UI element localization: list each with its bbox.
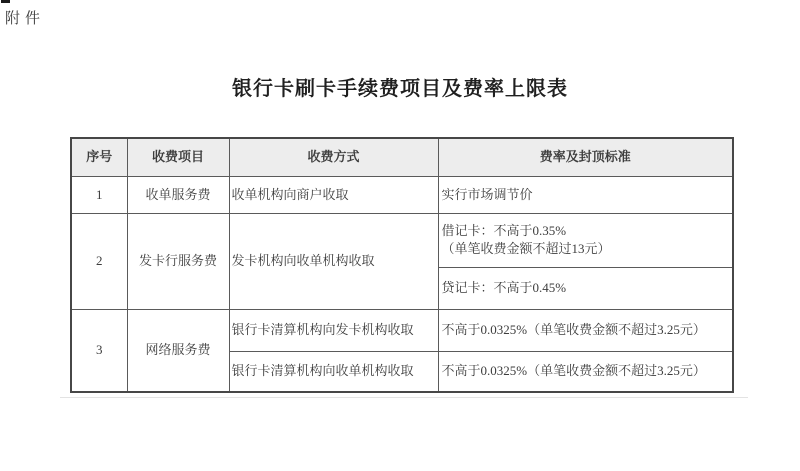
header-method: 收费方式 (229, 138, 438, 176)
cell-item: 网络服务费 (127, 309, 229, 392)
cell-index: 1 (71, 176, 127, 213)
cell-item: 收单服务费 (127, 176, 229, 213)
cell-standard-credit: 贷记卡：不高于0.45% (438, 267, 733, 309)
cell-method: 收单机构向商户收取 (229, 176, 438, 213)
cell-method: 发卡机构向收单机构收取 (229, 213, 438, 309)
cell-index: 2 (71, 213, 127, 309)
header-index: 序号 (71, 138, 127, 176)
header-standard: 费率及封顶标准 (438, 138, 733, 176)
page-title: 银行卡刷卡手续费项目及费率上限表 (232, 78, 568, 100)
cell-standard-to-issuer: 不高于0.0325%（单笔收费金额不超过3.25元） (438, 309, 733, 351)
cell-method-to-acquirer: 银行卡清算机构向收单机构收取 (229, 351, 438, 392)
attachment-label: 附件 (5, 11, 46, 27)
cell-standard-to-acquirer: 不高于0.0325%（单笔收费金额不超过3.25元） (438, 351, 733, 392)
scan-edge-artifact (1, 0, 10, 3)
header-item: 收费项目 (127, 138, 229, 176)
cell-method-to-issuer: 银行卡清算机构向发卡机构收取 (229, 309, 438, 351)
debit-line2: （单笔收费金额不超过13元） (441, 241, 611, 256)
table-header-row (71, 138, 733, 176)
table-row-issuer-fee-debit (71, 213, 733, 267)
table-row-network-fee-issuer (71, 309, 733, 351)
cell-standard: 实行市场调节价 (438, 176, 733, 213)
debit-line1: 借记卡：不高于0.35% (441, 223, 567, 239)
table-shadow-line (60, 397, 748, 398)
cell-index: 3 (71, 309, 127, 392)
table-row-acquiring-fee (71, 176, 733, 213)
fee-rate-table (70, 137, 734, 393)
cell-standard-debit (438, 213, 733, 267)
cell-item: 发卡行服务费 (127, 213, 229, 309)
